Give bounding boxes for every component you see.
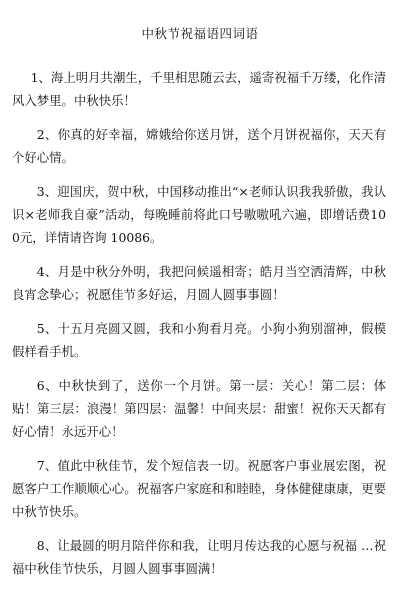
paragraph-4: 4、月是中秋分外明，我把问候遥相寄；皓月当空洒清辉，中秋良宵念挚心；祝愿佳节多好运，月圆人圆事事圆！ [12,264,386,302]
paragraph-1: 1、海上明月共潮生，千里相思随云去，遥寄祝福千万缕，化作清风入梦里。中秋快乐！ [12,70,386,108]
document-body [12,66,386,591]
document-title: 中秋节祝福语四词语 [141,26,259,41]
paragraph-7: 7、值此中秋佳节，发个短信表一切。祝愿客户事业展宏图，祝愿客户工作顺顺心心。祝福客户家庭和和睦睦，身体健健康康，更要中秋节快乐。 [12,458,386,519]
paragraph-3: 3、迎国庆，贺中秋，中国移动推出“×老师认识我我骄傲，我认识×老师我自豪”活动，每晚睡前将此口号嗷嗷吼六遍，即增话费100元，详情请咨询 10086。 [12,184,386,245]
paragraph-6: 6、中秋快到了，送你一个月饼。第一层：关心！第二层：体贴！第三层：浪漫！第四层：温馨！中间夹层：甜蜜！祝你天天都有好心情！永远开心！ [12,378,386,439]
paragraph-8: 8、让最圆的明月陪伴你和我，让明月传达我的心愿与祝福 …祝福中秋佳节快乐，月圆人圆事事圆满！ [12,538,386,576]
paragraph-5: 5、十五月亮圆又圆，我和小狗看月亮。小狗小狗别溜神，假模假样看手机。 [12,321,386,359]
paragraph-2: 2、你真的好幸福，嫦娥给你送月饼，送个月饼祝福你，天天有个好心情。 [12,127,386,165]
